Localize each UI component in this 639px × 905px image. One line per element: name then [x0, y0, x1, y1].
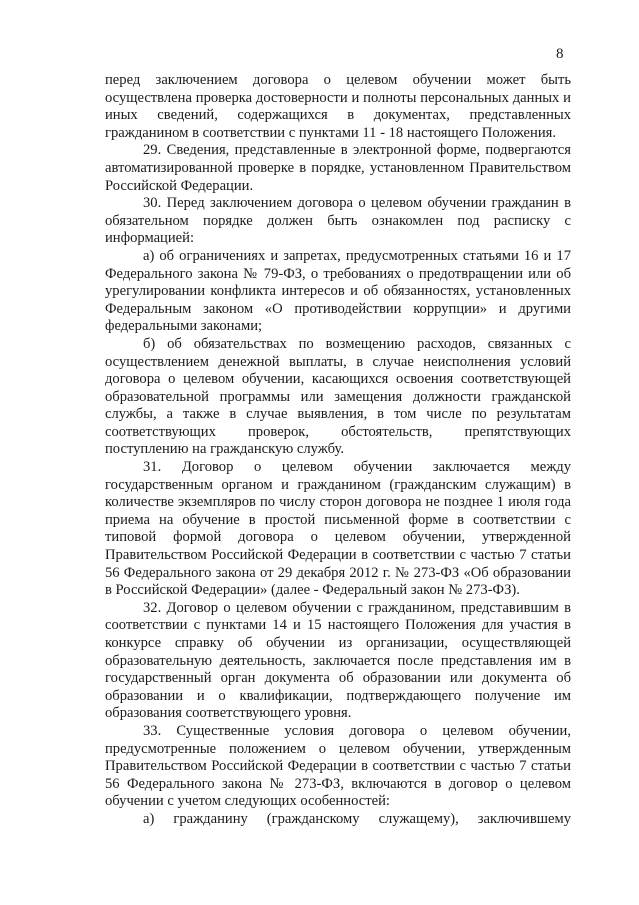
paragraph: 32. Договор о целевом обучении с гражданином, представившим в соответствии с пунктами 14 и 15 настоящего Положения для участия в конкурсе справку об обучении из организации, осуществляющей образовательную деятельность, заключается после представления им в государственный орган документа об образовании или документа об образовании и о квалификации, подтверждающего получение им образования соответствующего уровня.: [105, 599, 571, 722]
paragraph: перед заключением договора о целевом обучении может быть осуществлена проверка достоверности и полноты персональных данных и иных сведений, содержащихся в документах, представленных гражданином в соответствии с пунктами 11 - 18 настоящего Положения.: [105, 72, 571, 141]
document-body: [105, 72, 571, 829]
page-number: 8: [556, 46, 564, 62]
paragraph: 31. Договор о целевом обучении заключается между государственным органом и гражданином (гражданским служащим) в количестве экземпляров по числу сторон договора не позднее 1 июля года приема на обучение в простой письменной форме в соответствии с типовой формой договора о целевом обучении, утвержденной Правительством Российской Федерации в соответствии с частью 7 статьи 56 Федерального закона от 29 декабря 2012 г. № 273-ФЗ «Об образовании в Российской Федерации» (далее - Федеральный закон № 273-ФЗ).: [105, 459, 571, 599]
paragraph: 29. Сведения, представленные в электронной форме, подвергаются автоматизированной проверке в порядке, установленном Правительством Российской Федерации.: [105, 142, 571, 194]
paragraph: 30. Перед заключением договора о целевом обучении гражданин в обязательном порядке должен быть ознакомлен под расписку с информацией:: [105, 195, 571, 247]
paragraph: а) об ограничениях и запретах, предусмотренных статьями 16 и 17 Федерального закона № 79-ФЗ, о требованиях о предотвращении или об урегулировании конфликта интересов и об обязанностях, установленных Федеральным законом «О противодействии коррупции» и другими федеральными законами;: [105, 247, 571, 335]
paragraph: б) об обязательствах по возмещению расходов, связанных с осуществлением денежной выплаты, в случае неисполнения условий договора о целевом обучении, касающихся освоения соответствующей образовательной программы или замещения должности гражданской службы, а также в случае выявления, в том числе по результатам соответствующих проверок, обстоятельств, препятствующих поступлению на гражданскую службу.: [105, 335, 571, 458]
paragraph: а) гражданину (гражданскому служащему), заключившему: [143, 810, 571, 827]
paragraph: 33. Существенные условия договора о целевом обучении, предусмотренные положением о целевом обучении, утвержденным Правительством Российской Федерации в соответствии с частью 7 статьи 56 Федерального закона № 273-ФЗ, включаются в договор о целевом обучении с учетом следующих особенностей:: [105, 722, 571, 810]
